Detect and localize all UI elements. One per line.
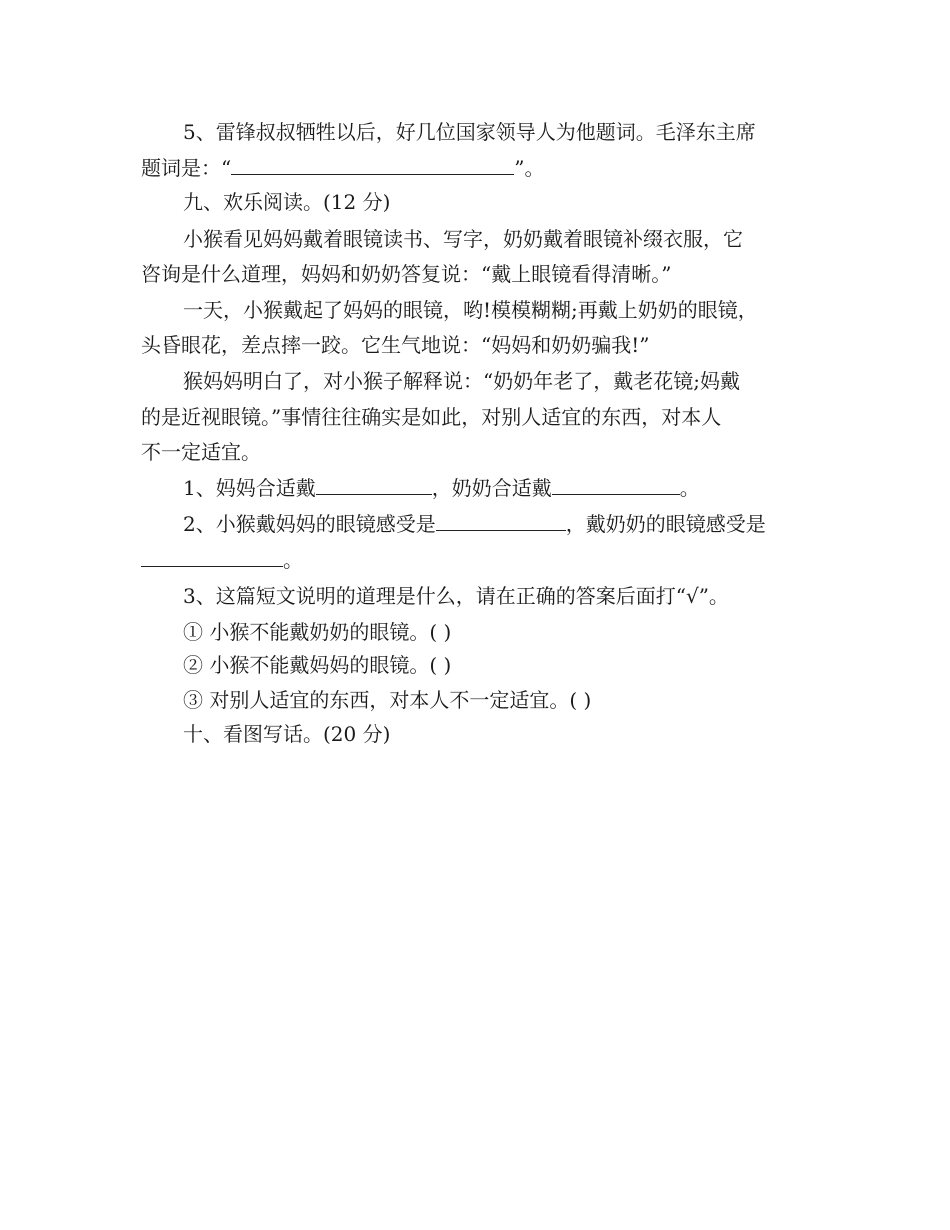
question-2: [183, 510, 766, 538]
q5-answer-blank[interactable]: [231, 156, 514, 175]
section-10-title: 十、看图写话。(20 分): [183, 722, 391, 746]
question-3-option[interactable]: ② 小猴不能戴妈妈的眼镜。( ): [183, 653, 452, 677]
question-2-text-b: ，戴奶奶的眼镜感受是: [565, 512, 766, 536]
q5-prefix: 题词是：“: [141, 156, 232, 180]
question-1-blank-mother[interactable]: [316, 476, 432, 495]
question-1-text-b: ，奶奶合适戴: [431, 476, 552, 500]
passage-line: 的是近视眼镜。”事情往往确实是如此，对别人适宜的东西，对本人: [141, 405, 722, 429]
passage-line: 头昏眼花，差点摔一跤。它生气地说：“妈妈和奶奶骗我!”: [141, 333, 650, 357]
question-1-blank-grandmother[interactable]: [552, 476, 680, 495]
q5-line-1: 5、雷锋叔叔牺牲以后，好几位国家领导人为他题词。毛泽东主席: [183, 120, 756, 144]
question-1: [183, 474, 700, 502]
question-3-option[interactable]: ③ 对别人适宜的东西，对本人不一定适宜。( ): [183, 688, 592, 712]
passage-line: 小猴看见妈妈戴着眼镜读书、写字，奶奶戴着眼镜补缀衣服，它: [183, 227, 743, 251]
q5-line-2: [141, 154, 544, 182]
passage-line: 不一定适宜。: [141, 440, 261, 464]
question-2-text-c: 。: [283, 548, 303, 572]
question-2-continued: [141, 546, 303, 574]
question-2-blank-mother-glasses[interactable]: [436, 512, 566, 531]
section-9-title: 九、欢乐阅读。(12 分): [183, 190, 391, 214]
question-1-text-a: 1、妈妈合适戴: [183, 476, 316, 500]
q5-suffix: ”。: [514, 156, 545, 180]
passage-line: 咨询是什么道理，妈妈和奶奶答复说：“戴上眼镜看得清晰。”: [141, 262, 672, 286]
question-3-prompt: 3、这篇短文说明的道理是什么，请在正确的答案后面打“√”。: [183, 584, 729, 608]
question-2-blank-grandmother-glasses[interactable]: [141, 548, 283, 567]
passage-line: 猴妈妈明白了，对小猴子解释说：“奶奶年老了，戴老花镜;妈戴: [183, 369, 740, 393]
passage-line: 一天，小猴戴起了妈妈的眼镜，哟!模模糊糊;再戴上奶奶的眼镜，: [183, 298, 758, 322]
question-2-text-a: 2、小猴戴妈妈的眼镜感受是: [183, 512, 436, 536]
question-1-text-c: 。: [679, 476, 700, 500]
question-3-option[interactable]: ① 小猴不能戴奶奶的眼镜。( ): [183, 620, 452, 644]
